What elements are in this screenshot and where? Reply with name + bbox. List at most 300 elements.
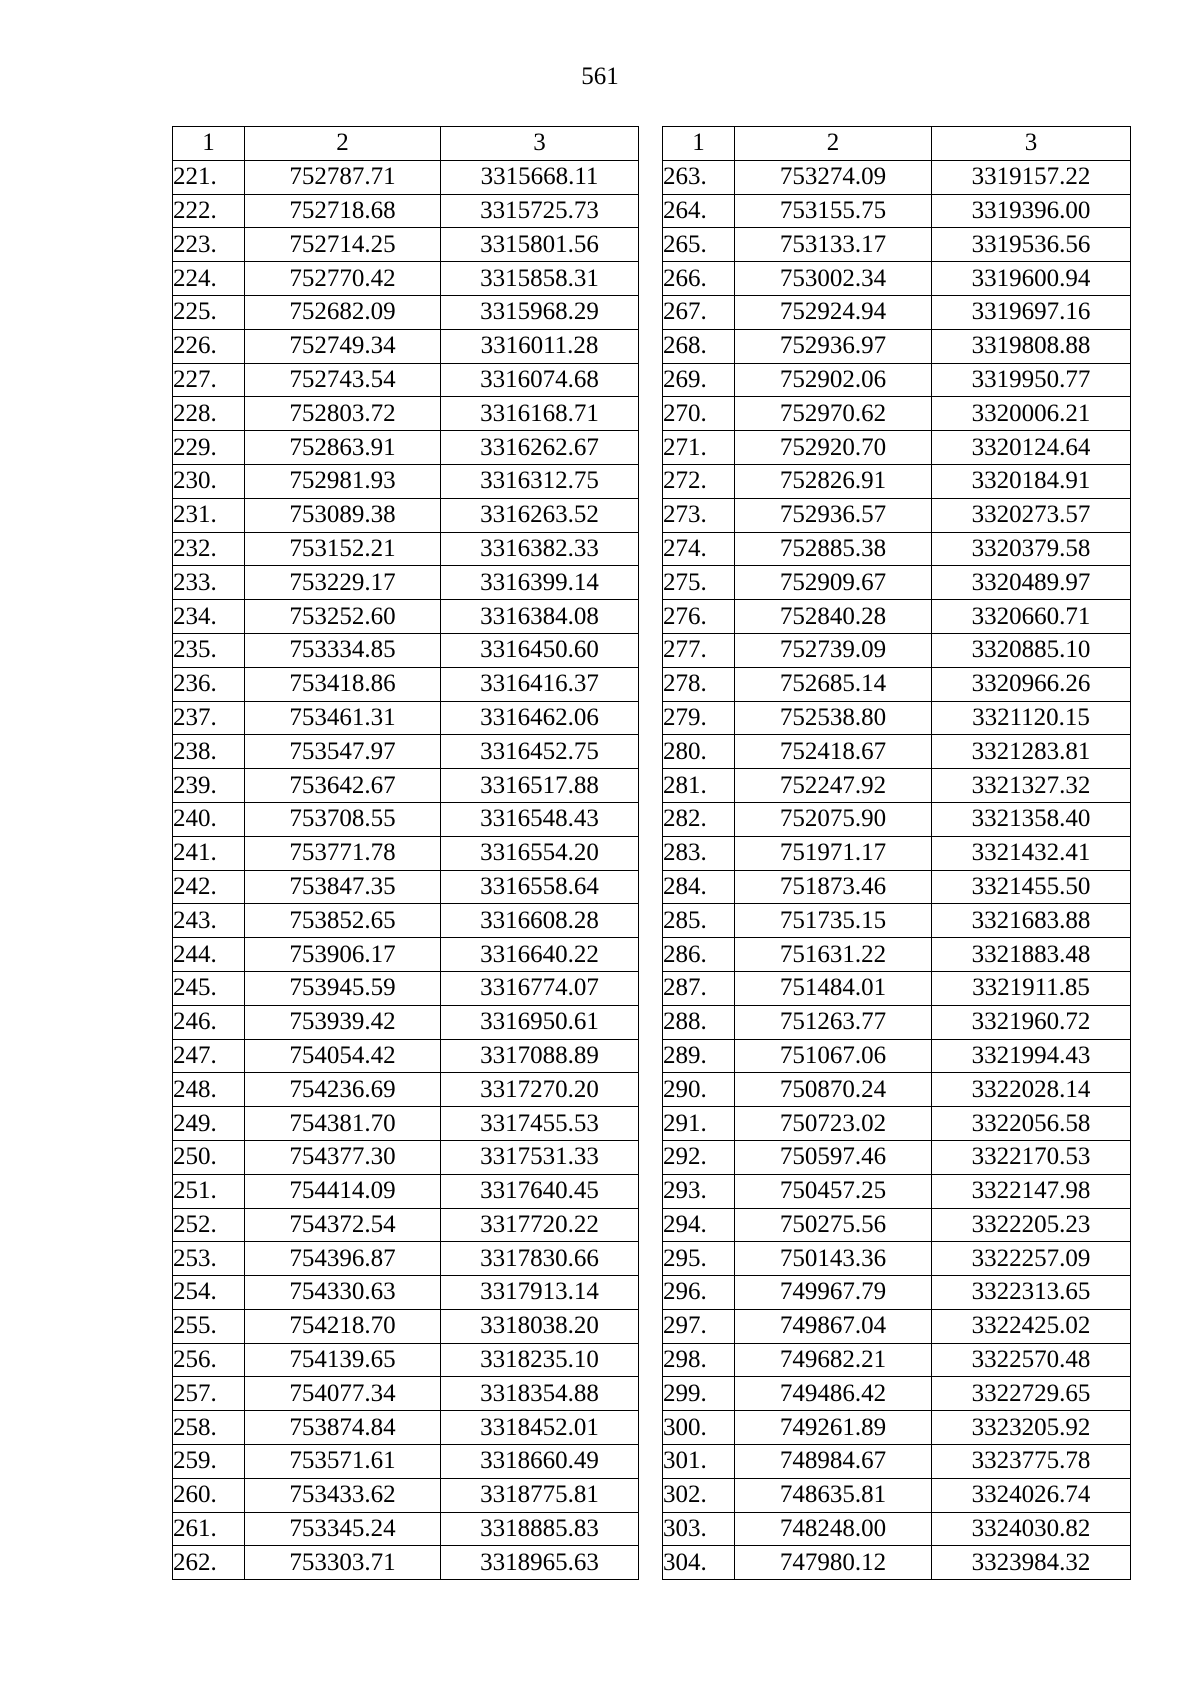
column-header-y: 3 (932, 127, 1131, 161)
x-coordinate-cell: 752770.42 (245, 262, 441, 296)
table-row (663, 701, 1131, 735)
table-row (173, 904, 639, 938)
table-row (663, 228, 1131, 262)
x-coordinate-cell: 751873.46 (735, 870, 932, 904)
table-row (173, 1512, 639, 1546)
table-row (173, 633, 639, 667)
table-row (663, 971, 1131, 1005)
point-number-cell: 287. (663, 971, 735, 1005)
y-coordinate-cell: 3323984.32 (932, 1546, 1131, 1580)
x-coordinate-cell: 753874.84 (245, 1411, 441, 1445)
point-number-cell: 300. (663, 1411, 735, 1445)
table-row (173, 498, 639, 532)
x-coordinate-cell: 754077.34 (245, 1377, 441, 1411)
table-row (663, 769, 1131, 803)
table-row (173, 1140, 639, 1174)
point-number-cell: 257. (173, 1377, 245, 1411)
point-number-cell: 265. (663, 228, 735, 262)
y-coordinate-cell: 3322028.14 (932, 1073, 1131, 1107)
table-row (663, 1276, 1131, 1310)
x-coordinate-cell: 748984.67 (735, 1445, 932, 1479)
x-coordinate-cell: 754381.70 (245, 1107, 441, 1141)
table-row (663, 1107, 1131, 1141)
y-coordinate-cell: 3317640.45 (441, 1174, 639, 1208)
table-row (173, 836, 639, 870)
x-coordinate-cell: 751971.17 (735, 836, 932, 870)
x-coordinate-cell: 753847.35 (245, 870, 441, 904)
y-coordinate-cell: 3321683.88 (932, 904, 1131, 938)
table-row (173, 363, 639, 397)
y-coordinate-cell: 3317720.22 (441, 1208, 639, 1242)
table-row (663, 1377, 1131, 1411)
y-coordinate-cell: 3316011.28 (441, 329, 639, 363)
x-coordinate-cell: 749261.89 (735, 1411, 932, 1445)
point-number-cell: 278. (663, 667, 735, 701)
table-row (663, 329, 1131, 363)
point-number-cell: 240. (173, 802, 245, 836)
point-number-cell: 303. (663, 1512, 735, 1546)
x-coordinate-cell: 753252.60 (245, 600, 441, 634)
table-row (663, 498, 1131, 532)
y-coordinate-cell: 3315725.73 (441, 194, 639, 228)
point-number-cell: 222. (173, 194, 245, 228)
y-coordinate-cell: 3317830.66 (441, 1242, 639, 1276)
y-coordinate-cell: 3322205.23 (932, 1208, 1131, 1242)
y-coordinate-cell: 3321994.43 (932, 1039, 1131, 1073)
x-coordinate-cell: 752936.57 (735, 498, 932, 532)
y-coordinate-cell: 3322257.09 (932, 1242, 1131, 1276)
table-row (173, 464, 639, 498)
point-number-cell: 252. (173, 1208, 245, 1242)
x-coordinate-cell: 752902.06 (735, 363, 932, 397)
point-number-cell: 244. (173, 938, 245, 972)
table-row (663, 464, 1131, 498)
x-coordinate-cell: 753945.59 (245, 971, 441, 1005)
point-number-cell: 227. (173, 363, 245, 397)
point-number-cell: 271. (663, 431, 735, 465)
x-coordinate-cell: 752247.92 (735, 769, 932, 803)
point-number-cell: 268. (663, 329, 735, 363)
point-number-cell: 251. (173, 1174, 245, 1208)
point-number-cell: 235. (173, 633, 245, 667)
table-row (173, 870, 639, 904)
y-coordinate-cell: 3322425.02 (932, 1309, 1131, 1343)
x-coordinate-cell: 753334.85 (245, 633, 441, 667)
point-number-cell: 273. (663, 498, 735, 532)
table-row (663, 802, 1131, 836)
table-row (663, 870, 1131, 904)
table-row (173, 1546, 639, 1580)
table-row (173, 1478, 639, 1512)
y-coordinate-cell: 3316312.75 (441, 464, 639, 498)
y-coordinate-cell: 3322056.58 (932, 1107, 1131, 1141)
x-coordinate-cell: 750275.56 (735, 1208, 932, 1242)
point-number-cell: 241. (173, 836, 245, 870)
y-coordinate-cell: 3316558.64 (441, 870, 639, 904)
table-row (173, 600, 639, 634)
x-coordinate-cell: 749967.79 (735, 1276, 932, 1310)
x-coordinate-cell: 750457.25 (735, 1174, 932, 1208)
coordinates-table-left (172, 126, 639, 1580)
x-coordinate-cell: 750143.36 (735, 1242, 932, 1276)
column-header-y: 3 (441, 127, 639, 161)
point-number-cell: 245. (173, 971, 245, 1005)
point-number-cell: 253. (173, 1242, 245, 1276)
x-coordinate-cell: 752803.72 (245, 397, 441, 431)
point-number-cell: 294. (663, 1208, 735, 1242)
x-coordinate-cell: 752787.71 (245, 160, 441, 194)
x-coordinate-cell: 752920.70 (735, 431, 932, 465)
point-number-cell: 291. (663, 1107, 735, 1141)
table-row (173, 667, 639, 701)
x-coordinate-cell: 753274.09 (735, 160, 932, 194)
point-number-cell: 272. (663, 464, 735, 498)
x-coordinate-cell: 750870.24 (735, 1073, 932, 1107)
point-number-cell: 301. (663, 1445, 735, 1479)
point-number-cell: 242. (173, 870, 245, 904)
table-row (663, 295, 1131, 329)
x-coordinate-cell: 753229.17 (245, 566, 441, 600)
table-row (173, 971, 639, 1005)
table-row (173, 1107, 639, 1141)
y-coordinate-cell: 3316548.43 (441, 802, 639, 836)
table-row (663, 160, 1131, 194)
y-coordinate-cell: 3324030.82 (932, 1512, 1131, 1546)
x-coordinate-cell: 752885.38 (735, 532, 932, 566)
table-row (173, 802, 639, 836)
table-row (663, 904, 1131, 938)
table-row (173, 295, 639, 329)
x-coordinate-cell: 753345.24 (245, 1512, 441, 1546)
x-coordinate-cell: 747980.12 (735, 1546, 932, 1580)
point-number-cell: 297. (663, 1309, 735, 1343)
y-coordinate-cell: 3316450.60 (441, 633, 639, 667)
x-coordinate-cell: 751067.06 (735, 1039, 932, 1073)
point-number-cell: 292. (663, 1140, 735, 1174)
table-row (173, 228, 639, 262)
y-coordinate-cell: 3321327.32 (932, 769, 1131, 803)
point-number-cell: 237. (173, 701, 245, 735)
y-coordinate-cell: 3320006.21 (932, 397, 1131, 431)
table-row (663, 667, 1131, 701)
point-number-cell: 225. (173, 295, 245, 329)
point-number-cell: 267. (663, 295, 735, 329)
y-coordinate-cell: 3320660.71 (932, 600, 1131, 634)
table-row (663, 1073, 1131, 1107)
y-coordinate-cell: 3318775.81 (441, 1478, 639, 1512)
table-row (173, 397, 639, 431)
point-number-cell: 262. (173, 1546, 245, 1580)
point-number-cell: 243. (173, 904, 245, 938)
y-coordinate-cell: 3316168.71 (441, 397, 639, 431)
x-coordinate-cell: 753939.42 (245, 1005, 441, 1039)
y-coordinate-cell: 3319697.16 (932, 295, 1131, 329)
y-coordinate-cell: 3318235.10 (441, 1343, 639, 1377)
y-coordinate-cell: 3316399.14 (441, 566, 639, 600)
point-number-cell: 263. (663, 160, 735, 194)
table-row (663, 1208, 1131, 1242)
y-coordinate-cell: 3319536.56 (932, 228, 1131, 262)
y-coordinate-cell: 3318965.63 (441, 1546, 639, 1580)
point-number-cell: 236. (173, 667, 245, 701)
table-row (663, 1005, 1131, 1039)
point-number-cell: 233. (173, 566, 245, 600)
y-coordinate-cell: 3320966.26 (932, 667, 1131, 701)
x-coordinate-cell: 752970.62 (735, 397, 932, 431)
y-coordinate-cell: 3316640.22 (441, 938, 639, 972)
point-number-cell: 304. (663, 1546, 735, 1580)
point-number-cell: 261. (173, 1512, 245, 1546)
column-header-index: 1 (173, 127, 245, 161)
point-number-cell: 286. (663, 938, 735, 972)
point-number-cell: 259. (173, 1445, 245, 1479)
table-row (173, 160, 639, 194)
x-coordinate-cell: 752981.93 (245, 464, 441, 498)
point-number-cell: 293. (663, 1174, 735, 1208)
x-coordinate-cell: 753418.86 (245, 667, 441, 701)
x-coordinate-cell: 749867.04 (735, 1309, 932, 1343)
coordinates-table-right (662, 126, 1131, 1580)
table-row (173, 1411, 639, 1445)
table-row (663, 1411, 1131, 1445)
point-number-cell: 289. (663, 1039, 735, 1073)
x-coordinate-cell: 754377.30 (245, 1140, 441, 1174)
x-coordinate-cell: 753152.21 (245, 532, 441, 566)
y-coordinate-cell: 3318885.83 (441, 1512, 639, 1546)
point-number-cell: 249. (173, 1107, 245, 1141)
x-coordinate-cell: 748635.81 (735, 1478, 932, 1512)
y-coordinate-cell: 3319396.00 (932, 194, 1131, 228)
y-coordinate-cell: 3323775.78 (932, 1445, 1131, 1479)
point-number-cell: 247. (173, 1039, 245, 1073)
point-number-cell: 255. (173, 1309, 245, 1343)
point-number-cell: 230. (173, 464, 245, 498)
x-coordinate-cell: 754054.42 (245, 1039, 441, 1073)
table-row (663, 397, 1131, 431)
point-number-cell: 232. (173, 532, 245, 566)
y-coordinate-cell: 3316384.08 (441, 600, 639, 634)
point-number-cell: 246. (173, 1005, 245, 1039)
y-coordinate-cell: 3321283.81 (932, 735, 1131, 769)
y-coordinate-cell: 3320273.57 (932, 498, 1131, 532)
y-coordinate-cell: 3322313.65 (932, 1276, 1131, 1310)
y-coordinate-cell: 3318660.49 (441, 1445, 639, 1479)
y-coordinate-cell: 3317531.33 (441, 1140, 639, 1174)
y-coordinate-cell: 3324026.74 (932, 1478, 1131, 1512)
table-row (663, 735, 1131, 769)
x-coordinate-cell: 752749.34 (245, 329, 441, 363)
column-header-x: 2 (735, 127, 932, 161)
x-coordinate-cell: 754139.65 (245, 1343, 441, 1377)
x-coordinate-cell: 752826.91 (735, 464, 932, 498)
y-coordinate-cell: 3316382.33 (441, 532, 639, 566)
table-row (663, 1546, 1131, 1580)
y-coordinate-cell: 3321911.85 (932, 971, 1131, 1005)
point-number-cell: 269. (663, 363, 735, 397)
point-number-cell: 224. (173, 262, 245, 296)
point-number-cell: 288. (663, 1005, 735, 1039)
y-coordinate-cell: 3316074.68 (441, 363, 639, 397)
point-number-cell: 264. (663, 194, 735, 228)
table-row (173, 532, 639, 566)
point-number-cell: 279. (663, 701, 735, 735)
y-coordinate-cell: 3321455.50 (932, 870, 1131, 904)
table-row (173, 566, 639, 600)
point-number-cell: 275. (663, 566, 735, 600)
y-coordinate-cell: 3316608.28 (441, 904, 639, 938)
x-coordinate-cell: 753461.31 (245, 701, 441, 735)
x-coordinate-cell: 752936.97 (735, 329, 932, 363)
x-coordinate-cell: 754372.54 (245, 1208, 441, 1242)
table-row (663, 262, 1131, 296)
y-coordinate-cell: 3319600.94 (932, 262, 1131, 296)
table-header-row (173, 127, 639, 161)
column-header-index: 1 (663, 127, 735, 161)
x-coordinate-cell: 752924.94 (735, 295, 932, 329)
point-number-cell: 296. (663, 1276, 735, 1310)
y-coordinate-cell: 3321960.72 (932, 1005, 1131, 1039)
y-coordinate-cell: 3322729.65 (932, 1377, 1131, 1411)
table-row (173, 1242, 639, 1276)
point-number-cell: 256. (173, 1343, 245, 1377)
x-coordinate-cell: 753089.38 (245, 498, 441, 532)
y-coordinate-cell: 3316950.61 (441, 1005, 639, 1039)
y-coordinate-cell: 3317913.14 (441, 1276, 639, 1310)
y-coordinate-cell: 3317088.89 (441, 1039, 639, 1073)
point-number-cell: 266. (663, 262, 735, 296)
point-number-cell: 239. (173, 769, 245, 803)
table-row (663, 1140, 1131, 1174)
point-number-cell: 254. (173, 1276, 245, 1310)
table-row (173, 1174, 639, 1208)
y-coordinate-cell: 3321120.15 (932, 701, 1131, 735)
column-header-x: 2 (245, 127, 441, 161)
table-row (663, 1445, 1131, 1479)
point-number-cell: 228. (173, 397, 245, 431)
table-row (173, 701, 639, 735)
x-coordinate-cell: 752909.67 (735, 566, 932, 600)
x-coordinate-cell: 754236.69 (245, 1073, 441, 1107)
point-number-cell: 250. (173, 1140, 245, 1174)
y-coordinate-cell: 3322170.53 (932, 1140, 1131, 1174)
point-number-cell: 274. (663, 532, 735, 566)
table-row (173, 1309, 639, 1343)
y-coordinate-cell: 3319950.77 (932, 363, 1131, 397)
point-number-cell: 223. (173, 228, 245, 262)
x-coordinate-cell: 752538.80 (735, 701, 932, 735)
x-coordinate-cell: 752718.68 (245, 194, 441, 228)
x-coordinate-cell: 754414.09 (245, 1174, 441, 1208)
y-coordinate-cell: 3322147.98 (932, 1174, 1131, 1208)
table-row (663, 1478, 1131, 1512)
table-row (173, 1073, 639, 1107)
point-number-cell: 281. (663, 769, 735, 803)
table-row (663, 600, 1131, 634)
y-coordinate-cell: 3319157.22 (932, 160, 1131, 194)
point-number-cell: 258. (173, 1411, 245, 1445)
table-header-row (663, 127, 1131, 161)
y-coordinate-cell: 3317455.53 (441, 1107, 639, 1141)
table-row (173, 194, 639, 228)
x-coordinate-cell: 753771.78 (245, 836, 441, 870)
table-row (173, 938, 639, 972)
table-row (663, 1512, 1131, 1546)
y-coordinate-cell: 3316452.75 (441, 735, 639, 769)
x-coordinate-cell: 752418.67 (735, 735, 932, 769)
y-coordinate-cell: 3320379.58 (932, 532, 1131, 566)
x-coordinate-cell: 751484.01 (735, 971, 932, 1005)
y-coordinate-cell: 3315801.56 (441, 228, 639, 262)
point-number-cell: 234. (173, 600, 245, 634)
table-row (173, 329, 639, 363)
y-coordinate-cell: 3320489.97 (932, 566, 1131, 600)
x-coordinate-cell: 752743.54 (245, 363, 441, 397)
table-row (663, 836, 1131, 870)
point-number-cell: 277. (663, 633, 735, 667)
point-number-cell: 270. (663, 397, 735, 431)
y-coordinate-cell: 3316263.52 (441, 498, 639, 532)
point-number-cell: 221. (173, 160, 245, 194)
x-coordinate-cell: 748248.00 (735, 1512, 932, 1546)
table-row (173, 1276, 639, 1310)
table-row (663, 194, 1131, 228)
table-row (663, 1039, 1131, 1073)
x-coordinate-cell: 749682.21 (735, 1343, 932, 1377)
x-coordinate-cell: 752682.09 (245, 295, 441, 329)
x-coordinate-cell: 753547.97 (245, 735, 441, 769)
table-row (663, 1242, 1131, 1276)
table-row (663, 633, 1131, 667)
x-coordinate-cell: 751631.22 (735, 938, 932, 972)
x-coordinate-cell: 752685.14 (735, 667, 932, 701)
point-number-cell: 282. (663, 802, 735, 836)
x-coordinate-cell: 751263.77 (735, 1005, 932, 1039)
y-coordinate-cell: 3318452.01 (441, 1411, 639, 1445)
y-coordinate-cell: 3321358.40 (932, 802, 1131, 836)
point-number-cell: 226. (173, 329, 245, 363)
x-coordinate-cell: 753433.62 (245, 1478, 441, 1512)
table-row (173, 262, 639, 296)
point-number-cell: 231. (173, 498, 245, 532)
table-row (663, 938, 1131, 972)
y-coordinate-cell: 3315968.29 (441, 295, 639, 329)
point-number-cell: 295. (663, 1242, 735, 1276)
y-coordinate-cell: 3320885.10 (932, 633, 1131, 667)
table-row (663, 363, 1131, 397)
y-coordinate-cell: 3322570.48 (932, 1343, 1131, 1377)
table-row (663, 532, 1131, 566)
y-coordinate-cell: 3315668.11 (441, 160, 639, 194)
table-row (173, 1005, 639, 1039)
point-number-cell: 299. (663, 1377, 735, 1411)
point-number-cell: 290. (663, 1073, 735, 1107)
x-coordinate-cell: 753133.17 (735, 228, 932, 262)
x-coordinate-cell: 753002.34 (735, 262, 932, 296)
x-coordinate-cell: 752840.28 (735, 600, 932, 634)
point-number-cell: 229. (173, 431, 245, 465)
point-number-cell: 280. (663, 735, 735, 769)
point-number-cell: 285. (663, 904, 735, 938)
y-coordinate-cell: 3318038.20 (441, 1309, 639, 1343)
y-coordinate-cell: 3316774.07 (441, 971, 639, 1005)
x-coordinate-cell: 754396.87 (245, 1242, 441, 1276)
table-row (663, 1174, 1131, 1208)
x-coordinate-cell: 750597.46 (735, 1140, 932, 1174)
x-coordinate-cell: 753571.61 (245, 1445, 441, 1479)
x-coordinate-cell: 751735.15 (735, 904, 932, 938)
table-row (173, 1343, 639, 1377)
table-row (663, 431, 1131, 465)
